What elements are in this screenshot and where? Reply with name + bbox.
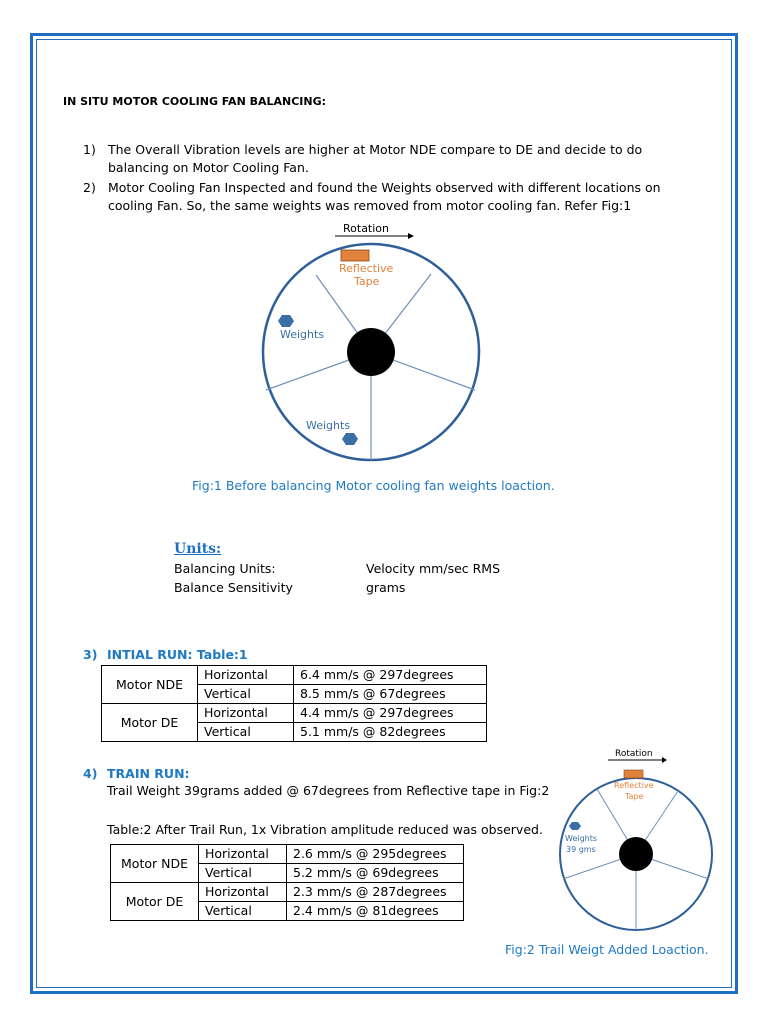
initial-run-heading: INTIAL RUN: Table:1 [107,647,248,662]
reading-cell: 8.5 mm/s @ 67degrees [294,685,487,704]
train-run-heading: TRAIN RUN: [107,766,190,781]
reading-cell: 4.4 mm/s @ 297degrees [294,704,487,723]
intro-list [83,141,703,221]
direction-cell: Vertical [198,685,294,704]
direction-cell: Horizontal [199,845,287,864]
reading-cell: 2.4 mm/s @ 81degrees [287,902,464,921]
initial-run-number: 3) [83,647,98,662]
direction-cell: Horizontal [198,704,294,723]
reading-cell: 6.4 mm/s @ 297degrees [294,666,487,685]
train-run-line2: Table:2 After Trail Run, 1x Vibration amplitude reduced was observed. [107,822,543,837]
list-number: 1) [83,142,96,157]
reflective-tape-marker [624,770,643,778]
fig2-tape-label: Reflective [614,781,654,790]
train-run-number: 4) [83,766,98,781]
list-text: Motor Cooling Fan Inspected and found the Weights observed with different locations on cooling Fan. So, the same weights was removed from motor cooling fan. Refer Fig:1 [108,180,661,213]
fig2-weights-label: Weights [565,834,598,843]
fig2-weights-label: 39 gms [566,845,596,854]
table-row [102,704,487,723]
fig2-tape-label: Tape [625,792,644,801]
direction-cell: Horizontal [199,883,287,902]
reading-cell: 5.2 mm/s @ 69degrees [287,864,464,883]
list-text: The Overall Vibration levels are higher at Motor NDE compare to DE and decide to do balancing on Motor Cooling Fan. [108,142,643,175]
fig2-fan-diagram [550,744,720,934]
location-cell: Motor NDE [102,666,198,704]
train-run-table [110,844,464,921]
rotation-arrow-head-icon [662,757,667,763]
document-title: IN SITU MOTOR COOLING FAN BALANCING: [63,95,327,108]
weight-hexagon-icon [342,433,358,445]
units-label: Balancing Units: [174,561,276,576]
fan-hub [619,837,653,871]
fig1-tape-label: Tape [354,275,380,288]
reading-cell: 5.1 mm/s @ 82degrees [294,723,487,742]
table-row [111,845,464,864]
units-row [174,561,276,576]
units-value: Velocity mm/sec RMS [366,561,501,576]
location-cell: Motor NDE [111,845,199,883]
fig1-weights-label: Weights [306,419,351,432]
fig1-weights-label: Weights [280,328,325,341]
table-row [102,666,487,685]
fig2-rotation-label: Rotation [615,749,653,759]
fig1-fan-diagram [250,218,500,468]
train-run-line1: Trail Weight 39grams added @ 67degrees from Reflective tape in Fig:2 [107,783,550,798]
direction-cell: Horizontal [198,666,294,685]
initial-run-table [101,665,487,742]
weight-hexagon-icon [569,822,581,830]
reading-cell: 2.6 mm/s @ 295degrees [287,845,464,864]
reading-cell: 2.3 mm/s @ 287degrees [287,883,464,902]
fig1-caption: Fig:1 Before balancing Motor cooling fan weights loaction. [192,478,555,493]
reflective-tape-marker [341,250,369,261]
fan-hub [347,328,395,376]
fig1-rotation-label: Rotation [343,222,390,235]
direction-cell: Vertical [198,723,294,742]
location-cell: Motor DE [111,883,199,921]
location-cell: Motor DE [102,704,198,742]
table-row [111,883,464,902]
fig1-tape-label: Reflective [339,262,394,275]
direction-cell: Vertical [199,864,287,883]
direction-cell: Vertical [199,902,287,921]
fig2-caption: Fig:2 Trail Weigt Added Loaction. [505,942,709,957]
units-heading: Units: [174,541,222,557]
weight-hexagon-icon [278,315,294,327]
units-label: Balance Sensitivity [174,580,293,595]
units-value: grams [366,580,406,595]
list-number: 2) [83,180,96,195]
rotation-arrow-head-icon [408,233,414,239]
